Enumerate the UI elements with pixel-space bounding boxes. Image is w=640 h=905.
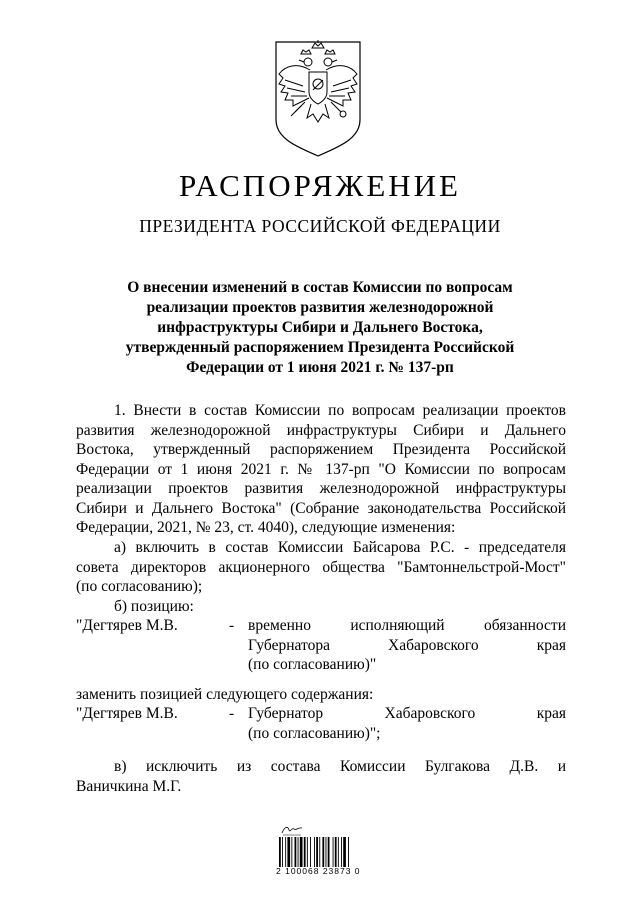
- subject-line: инфраструктуры Сибири и Дальнего Востока,: [157, 319, 483, 336]
- item-a: [76, 538, 566, 597]
- role-line: (по согласованию)": [248, 656, 377, 673]
- subject-line: утвержденный распоряжением Президента Российской: [125, 339, 515, 356]
- position-old-dash: -: [229, 617, 235, 634]
- position-new-dash: -: [229, 705, 235, 722]
- body-line: Востока, утвержденный распоряжением Президента Российской: [76, 441, 566, 458]
- role-line: Губернатор Хабаровского края: [248, 705, 566, 722]
- role-line: (по согласованию)";: [248, 724, 381, 742]
- registration-stamp-icon: [280, 824, 304, 836]
- body-line: (по согласованию);: [76, 578, 203, 595]
- document-type-title: РАСПОРЯЖЕНИЕ: [179, 168, 461, 203]
- subject-line: реализации проектов развития железнодорожной: [146, 299, 494, 316]
- body-line: 1. Внести в состав Комиссии по вопросам реализации проектов: [114, 402, 566, 419]
- body-line: а) включить в состав Комиссии Байсарова Р.С. - председателя: [114, 539, 566, 556]
- subject-line: Федерации от 1 июня 2021 г. № 137-рп: [186, 359, 454, 376]
- role-line: временно исполняющий обязанности: [248, 617, 566, 634]
- subject-line: О внесении изменений в состав Комиссии по вопросам: [127, 279, 513, 296]
- position-old-name: "Дегтярев М.В.: [76, 617, 178, 634]
- position-new-name: "Дегтярев М.В.: [76, 705, 178, 722]
- barcode-number: 2 100068 23873 0: [276, 866, 361, 876]
- body-line: Сибири и Дальнего Востока" (Собрание законодательства Российской: [76, 499, 566, 517]
- document-subject: [100, 278, 540, 378]
- position-old-role: [248, 616, 566, 675]
- russian-coat-of-arms-icon: [275, 40, 361, 158]
- position-new-role: [248, 704, 566, 743]
- replace-text: заменить позицией следующего содержания:: [76, 686, 374, 703]
- body-line: развития железнодорожной инфраструктуры Сибири и Дальнего: [76, 421, 566, 439]
- body-line: совета директоров акционерного общества "Бамтоннельстрой-Мост": [76, 558, 566, 576]
- body-line: Федерации от 1 июня 2021 г. № 137-рп "О Комиссии по вопросам: [76, 460, 566, 478]
- body-line: в) исключить из состава Комиссии Булгакова Д.В. и: [114, 758, 566, 775]
- body-line: Ваничкина М.Г.: [76, 777, 182, 795]
- item-b: б) позицию:: [114, 598, 194, 615]
- body-line: Федерации, 2021, № 23, ст. 4040), следующие изменения:: [76, 519, 456, 536]
- item-v: [76, 757, 566, 796]
- barcode-icon: [279, 837, 363, 867]
- document-issuer: ПРЕЗИДЕНТА РОССИЙСКОЙ ФЕДЕРАЦИИ: [139, 216, 501, 236]
- paragraph-1: [76, 401, 566, 538]
- body-line: реализации проектов развития железнодорожной инфраструктуры: [76, 480, 566, 497]
- role-line: Губернатора Хабаровского края: [248, 636, 566, 654]
